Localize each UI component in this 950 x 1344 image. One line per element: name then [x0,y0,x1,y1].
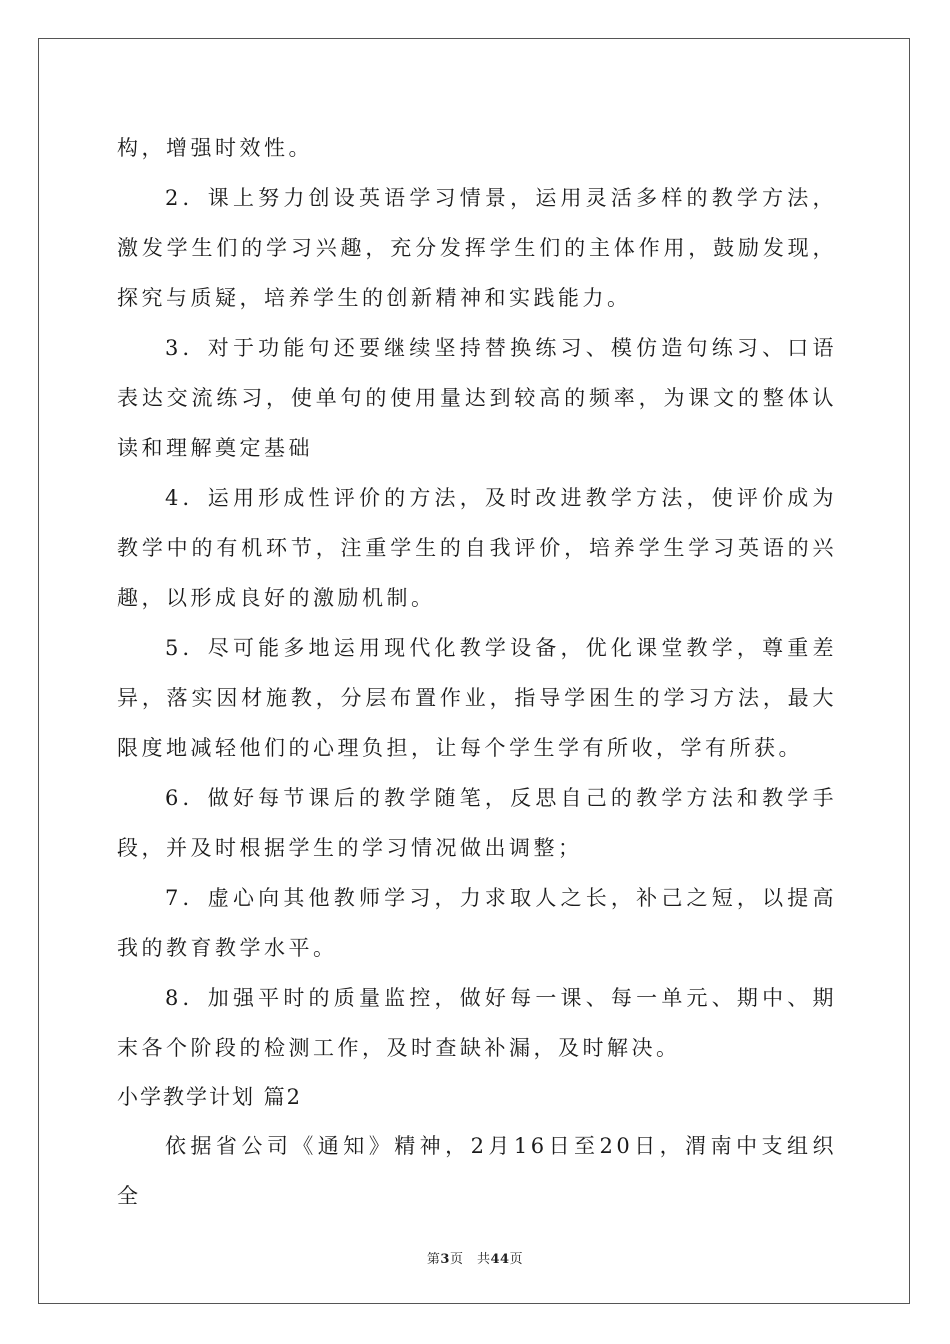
paragraph-5: 6．做好每节课后的教学随笔，反思自己的教学方法和教学手段，并及时根据学生的学习情况做出调整； [117,786,837,860]
document-body [117,123,837,1221]
page-prefix: 第 [426,1252,441,1267]
page-current: 3 [440,1252,450,1267]
paragraph-4: 5．尽可能多地运用现代化教学设备，优化课堂教学，尊重差异，落实因材施教，分层布置作业，指导学困生的学习方法，最大限度地减轻他们的心理负担，让每个学生学有所收，学有所获。 [117,636,837,760]
paragraph-3: 4．运用形成性评价的方法，及时改进教学方法，使评价成为教学中的有机环节，注重学生的自我评价，培养学生学习英语的兴趣，以形成良好的激励机制。 [117,486,837,610]
page-mid: 页 共 [449,1252,491,1267]
paragraph-6: 7．虚心向其他教师学习，力求取人之长，补己之短，以提高我的教育教学水平。 [117,886,837,960]
paragraph-2: 3．对于功能句还要继续坚持替换练习、模仿造句练习、口语表达交流练习，使单句的使用量达到较高的频率，为课文的整体认读和理解奠定基础 [117,336,837,460]
section-heading: 小学教学计划 篇2 [117,1085,303,1109]
paragraph-7: 8．加强平时的质量监控，做好每一课、每一单元、期中、期末各个阶段的检测工作，及时查缺补漏，及时解决。 [117,986,837,1060]
paragraph-0: 构，增强时效性。 [117,136,313,160]
page-suffix: 页 [509,1252,524,1267]
page-footer [0,1248,950,1267]
page-total: 44 [490,1252,510,1267]
paragraph-last: 依据省公司《通知》精神，2月16日至20日，渭南中支组织全 [117,1134,837,1208]
paragraph-1: 2．课上努力创设英语学习情景，运用灵活多样的教学方法，激发学生们的学习兴趣，充分发挥学生们的主体作用，鼓励发现，探究与质疑，培养学生的创新精神和实践能力。 [117,186,837,310]
